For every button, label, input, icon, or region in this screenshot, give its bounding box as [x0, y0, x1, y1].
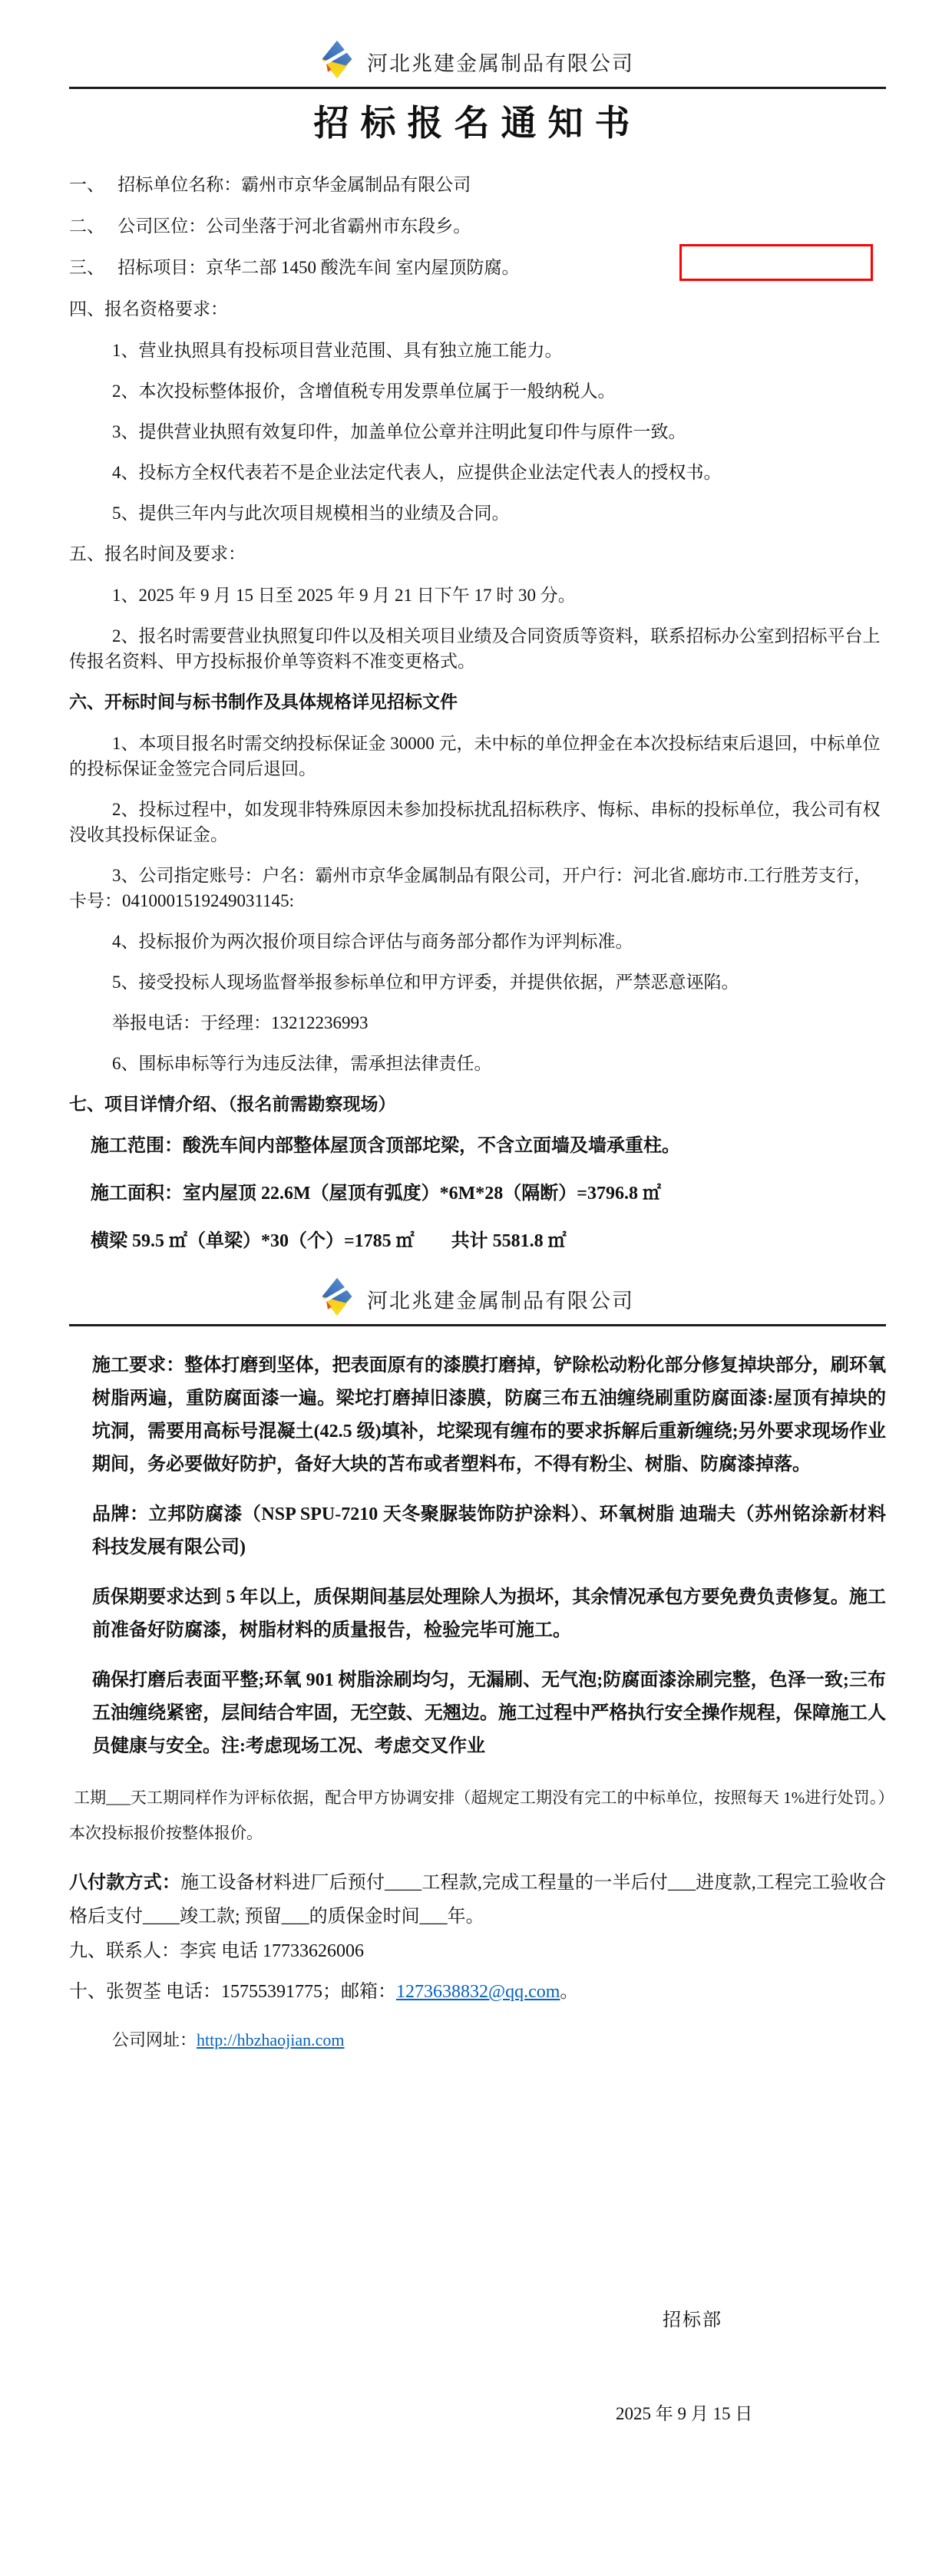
company-header-2: [69, 1251, 886, 1321]
section-5-heading: 五、报名时间及要求：: [69, 544, 246, 563]
section-6-item-5: 5、接受投标人现场监督举报参标单位和甲方评委，并提供依据，严禁恶意诬陷。: [112, 973, 739, 992]
report-hotline: 举报电话：于经理：13212236993: [112, 1013, 369, 1032]
company-logo-icon: [321, 1277, 353, 1321]
section-6-heading: 六、开标时间与标书制作及具体规格详见招标文件: [69, 692, 458, 712]
section-6-item-6: 6、围标串标等行为违反法律，需承担法律责任。: [112, 1054, 492, 1073]
contact-2-text: 十、张贺荃 电话：15755391775；邮箱：: [69, 1982, 396, 2002]
warranty-paragraph: 质保期要求达到 5 年以上，质保期间基层处理除人为损坏，其余情况承包方要免费负责修复。施工前准备好防腐漆，树脂材料的质量报告，检验完毕可施工。: [92, 1587, 886, 1640]
email-link[interactable]: 1273638832@qq.com: [396, 1982, 560, 2002]
website-label: 公司网址：: [112, 2030, 197, 2049]
section-6-item-1: 1、本项目报名时需交纳投标保证金 30000 元，未中标的单位押金在本次投标结束后退回，中标单位的投标保证金签完合同后退回。: [69, 734, 881, 778]
signature-date: 2025 年 9 月 15 日: [616, 2404, 753, 2423]
section-6-item-2: 2、投标过程中，如发现非特殊原因未参加投标扰乱招标秩序、悔标、串标的投标单位，我公司有权没收其投标保证金。: [69, 800, 881, 844]
section-5-item-2: 2、报名时需要营业执照复印件以及相关项目业绩及合同资质等资料，联系招标办公室到招标平台上传报名资料、甲方投标报价单等资料不准变更格式。: [69, 626, 881, 671]
payment-paragraph: [69, 1866, 886, 1934]
section-4-item-4: 4、投标方全权代表若不是企业法定代表人，应提供企业法定代表人的授权书。: [112, 463, 722, 482]
page-1: [0, 0, 952, 1251]
section-6-item-4: 4、投标报价为两次报价项目综合评估与商务部分都作为评判标准。: [112, 932, 633, 951]
signature-department: 招标部: [663, 2310, 722, 2330]
payment-label: 八付款方式：: [69, 1873, 181, 1893]
brand-paragraph: 品牌：立邦防腐漆（NSP SPU-7210 天冬聚脲装饰防护涂料）、环氧树脂 迪瑞夫（苏州铭涂新材料科技发展有限公司): [92, 1504, 886, 1557]
company-name: 河北兆建金属制品有限公司: [367, 1290, 634, 1313]
section-5-item-1: 1、2025 年 9 月 15 日至 2025 年 9 月 21 日下午 17 时 30 分。: [112, 586, 576, 605]
header-divider: [69, 87, 886, 89]
section-4-heading: 四、报名资格要求：: [69, 299, 228, 319]
section-4-item-1: 1、营业执照具有投标项目营业范围、具有独立施工能力。: [112, 341, 563, 360]
section-3-project: 三、 招标项目：京华二部 1450 酸洗车间 室内屋顶防腐。: [69, 258, 520, 277]
contact-2-suffix: 。: [560, 1982, 579, 2002]
page-title: 招标报名通知书: [313, 104, 642, 143]
construction-scope: 施工范围：酸洗车间内部整体屋顶含顶部坨梁，不含立面墙及墙承重柱。: [91, 1136, 680, 1156]
page-2: [0, 1251, 952, 2053]
section-1-tender-unit: 一、 招标单位名称：霸州市京华金属制品有限公司: [69, 175, 471, 194]
payment-body: 施工设备材料进厂后预付____工程款,完成工程量的一半后付___进度款,工程完工验收合格后支付____竣工款; 预留___的质保金时间___年。: [69, 1873, 887, 1927]
company-header-1: [69, 0, 886, 84]
red-highlight-box: [679, 244, 873, 281]
company-name: 河北兆建金属制品有限公司: [367, 52, 634, 75]
construction-requirements: 施工要求：整体打磨到坚体，把表面原有的漆膜打磨掉，铲除松动粉化部分修复掉块部分，刷环氧树脂两遍，重防腐面漆一遍。梁坨打磨掉旧漆膜，防腐三布五油缠绕刷重防腐面漆:屋顶有掉块的坑洞，需要用高标号混凝土(42.5 级)填补，坨梁现有缠布的要求拆解后重新缠绕;另外要求现场作业期间，务必要做好防护，备好大块的苫布或者塑料布，不得有粉尘、树脂、防腐漆掉落。: [92, 1356, 886, 1475]
contact-1: 九、联系人：李宾 电话 17733626006: [69, 1941, 364, 1961]
section-4-item-2: 2、本次投标整体报价，含增值税专用发票单位属于一般纳税人。: [112, 381, 616, 401]
company-logo-icon: [321, 40, 353, 84]
construction-area: 施工面积：室内屋顶 22.6M（屋顶有弧度）*6M*28（隔断）=3796.8 ㎡: [91, 1184, 661, 1204]
section-6-item-3: 3、公司指定账号：户名：霸州市京华金属制品有限公司，开户行：河北省.廊坊市.工行胜芳支行，卡号：0410001519249031145:: [69, 866, 871, 910]
section-4-item-5: 5、提供三年内与此次项目规模相当的业绩及合同。: [112, 504, 510, 523]
section-7-heading: 七、项目详情介绍、（报名前需勘察现场）: [69, 1095, 396, 1114]
header-divider: [69, 1324, 886, 1326]
section-2-location: 二、 公司区位：公司坐落于河北省霸州市东段乡。: [69, 216, 471, 236]
section-4-item-3: 3、提供营业执照有效复印件，加盖单位公章并注明此复印件与原件一致。: [112, 422, 686, 441]
contact-2: [69, 1979, 886, 2005]
website-line: [69, 2028, 886, 2053]
website-link[interactable]: http://hbzhaojian.com: [197, 2030, 345, 2049]
beam-area: 横梁 59.5 ㎡（单梁）*30（个）=1785 ㎡ 共计 5581.8 ㎡: [91, 1231, 567, 1251]
duration-paragraph: 工期___天工期同样作为评标依据，配合甲方协调安排（超规定工期没有完工的中标单位，按照每天 1%进行处罚。）本次投标报价按整体报价。: [69, 1788, 886, 1842]
quality-paragraph: 确保打磨后表面平整;环氧 901 树脂涂刷均匀，无漏刷、无气泡;防腐面漆涂刷完整，色泽一致;三布五油缠绕紧密，层间结合牢固，无空鼓、无翘边。施工过程中严格执行安全操作规程，保障施工人员健康与安全。注:考虑现场工况、考虑交叉作业: [92, 1670, 886, 1756]
